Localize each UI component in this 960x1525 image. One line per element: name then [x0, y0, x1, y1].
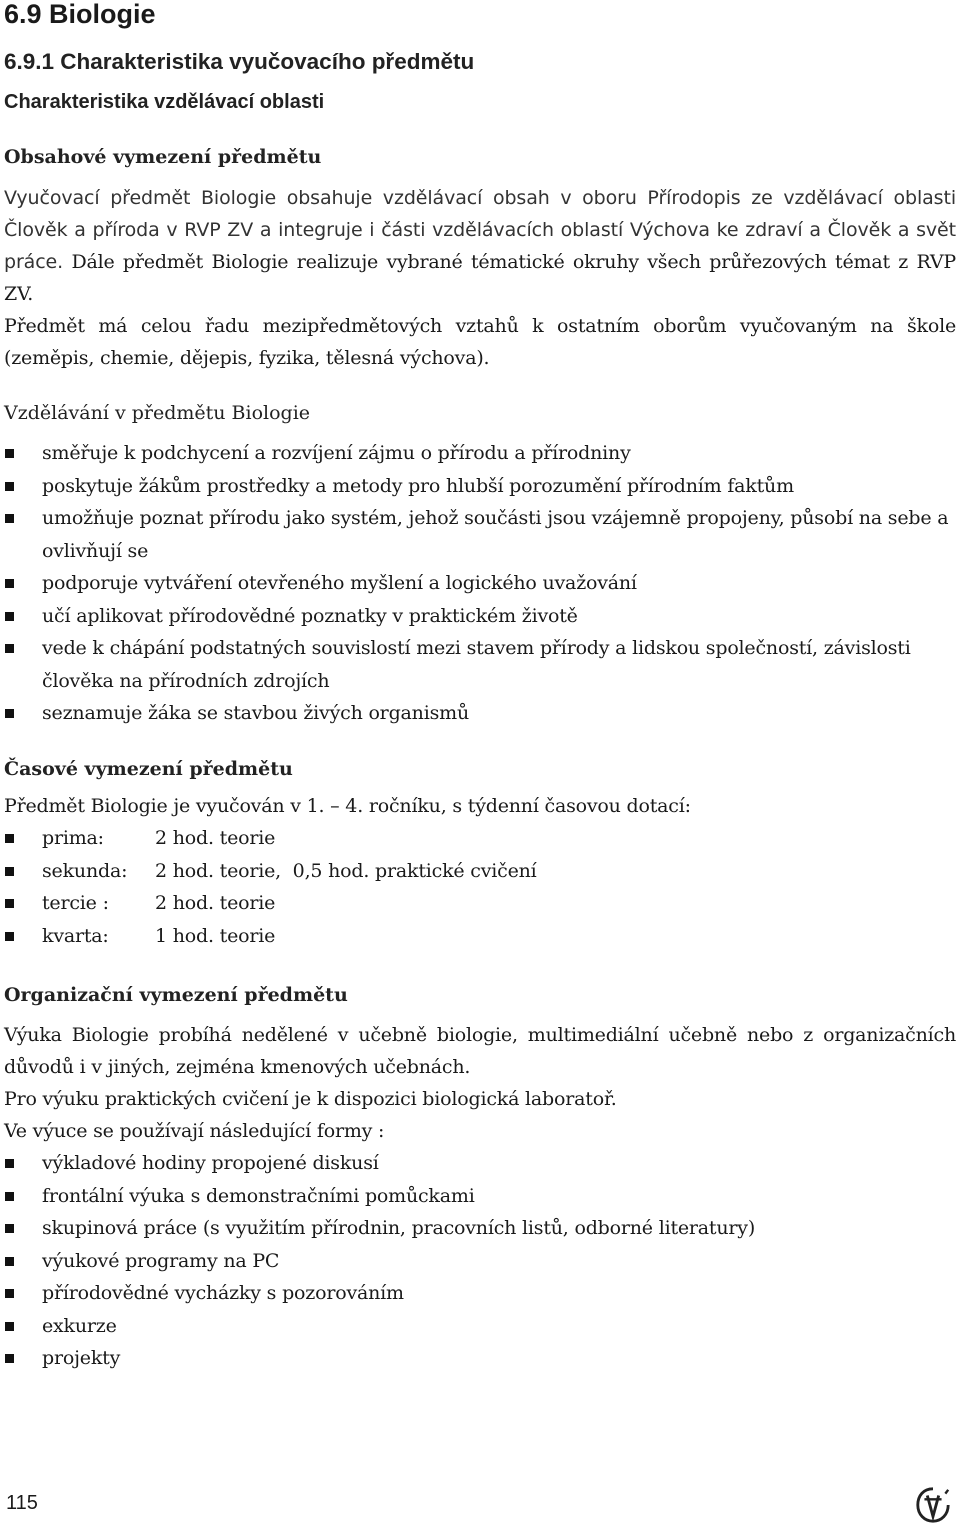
list-item: poskytuje žákům prostředky a metody pro hlubší porozumění přírodním faktům — [4, 470, 956, 503]
obsahove-paragraph-sans-text: Vyučovací předmět Biologie obsahuje vzdělávací obsah v oboru Přírodopis ze vzdělávací oblasti Člověk a příroda v RVP ZV a integruje i části vzdělávacích oblastí Výchova ke zdraví a Člověk a svět práce. — [4, 187, 956, 273]
list-item: výkladové hodiny propojené diskusí — [4, 1147, 956, 1180]
obsahove-heading: Obsahové vymezení předmětu — [4, 146, 322, 168]
square-bullet-icon — [5, 1354, 14, 1363]
square-bullet-icon — [5, 834, 14, 843]
list-item: prima: 2 hod. teorie — [4, 822, 956, 855]
square-bullet-icon — [5, 867, 14, 876]
organizacni-p1: Výuka Biologie probíhá nedělené v učebně biologie, multimediální učebně nebo z organizačních důvodů i v jiných, zejména kmenových učebnách. — [4, 1024, 956, 1078]
square-bullet-icon — [5, 579, 14, 588]
page-number: 115 — [6, 1492, 38, 1514]
section-obsahove — [4, 146, 956, 168]
organizacni-p2: Pro výuku praktických cvičení je k dispozici biologická laboratoř. — [4, 1088, 617, 1110]
section-vzdelavani — [4, 402, 956, 730]
list-item: projekty — [4, 1342, 956, 1375]
section-title: 6.9 Biologie — [4, 0, 156, 29]
square-bullet-icon — [5, 612, 14, 621]
square-bullet-icon — [5, 1257, 14, 1266]
list-item: podporuje vytváření otevřeného myšlení a logického uvažování — [4, 567, 956, 600]
subsection-title: 6.9.1 Charakteristika vyučovacího předmětu — [4, 49, 475, 74]
list-item: učí aplikovat přírodovědné poznatky v praktickém životě — [4, 600, 956, 633]
square-bullet-icon — [5, 644, 14, 653]
list-item: kvarta: 1 hod. teorie — [4, 920, 956, 953]
obsahove-paragraph-1 — [4, 182, 956, 310]
vzdelavani-heading: Vzdělávání v předmětu Biologie — [4, 402, 311, 424]
square-bullet-icon — [5, 1224, 14, 1233]
section-casove — [4, 758, 956, 952]
square-bullet-icon — [5, 449, 14, 458]
square-bullet-icon — [5, 482, 14, 491]
list-item: směřuje k podchycení a rozvíjení zájmu o přírodu a přírodniny — [4, 437, 956, 470]
square-bullet-icon — [5, 899, 14, 908]
list-item: vede k chápání podstatných souvislostí mezi stavem přírody a lidskou společností, závislosti člověka na přírodních zdrojích — [4, 632, 956, 697]
list-item: umožňuje poznat přírodu jako systém, jehož součásti jsou vzájemně propojeny, působí na sebe a ovlivňují se — [4, 502, 956, 567]
list-item: skupinová práce (s využitím přírodnin, pracovních listů, odborné literatury) — [4, 1212, 956, 1245]
list-item: přírodovědné vycházky s pozorováním — [4, 1277, 956, 1310]
list-item: výukové programy na PC — [4, 1245, 956, 1278]
square-bullet-icon — [5, 1289, 14, 1298]
square-bullet-icon — [5, 1192, 14, 1201]
area-title: Charakteristika vzdělávací oblasti — [4, 91, 325, 113]
organizacni-p3: Ve výuce se používají následující formy : — [4, 1120, 385, 1142]
list-item: seznamuje žáka se stavbou živých organismů — [4, 697, 956, 730]
casove-list — [4, 822, 956, 952]
section-organizacni — [4, 984, 956, 1375]
casove-heading: Časové vymezení předmětu — [4, 758, 293, 780]
casove-intro: Předmět Biologie je vyučován v 1. – 4. ročníku, s týdenní časovou dotací: — [4, 795, 691, 817]
list-item: tercie : 2 hod. teorie — [4, 887, 956, 920]
obsahove-text-block — [4, 182, 956, 374]
obsahove-paragraph-serif-text: Dále předmět Biologie realizuje vybrané tématické okruhy všech průřezových témat z RVP ZV. — [4, 251, 956, 305]
list-item: frontální výuka s demonstračními pomůckami — [4, 1180, 956, 1213]
vzdelavani-list — [4, 437, 956, 730]
square-bullet-icon — [5, 1322, 14, 1331]
square-bullet-icon — [5, 514, 14, 523]
organizacni-list — [4, 1147, 956, 1375]
square-bullet-icon — [5, 709, 14, 718]
square-bullet-icon — [5, 932, 14, 941]
school-logo-icon — [914, 1486, 952, 1524]
list-item: exkurze — [4, 1310, 956, 1343]
square-bullet-icon — [5, 1159, 14, 1168]
obsahove-paragraph-2: Předmět má celou řadu mezipředmětových vztahů k ostatním oborům vyučovaným na škole (zeměpis, chemie, dějepis, fyzika, tělesná výchova). — [4, 315, 956, 369]
organizacni-heading: Organizační vymezení předmětu — [4, 984, 348, 1006]
list-item: sekunda: 2 hod. teorie, 0,5 hod. praktické cvičení — [4, 855, 956, 888]
